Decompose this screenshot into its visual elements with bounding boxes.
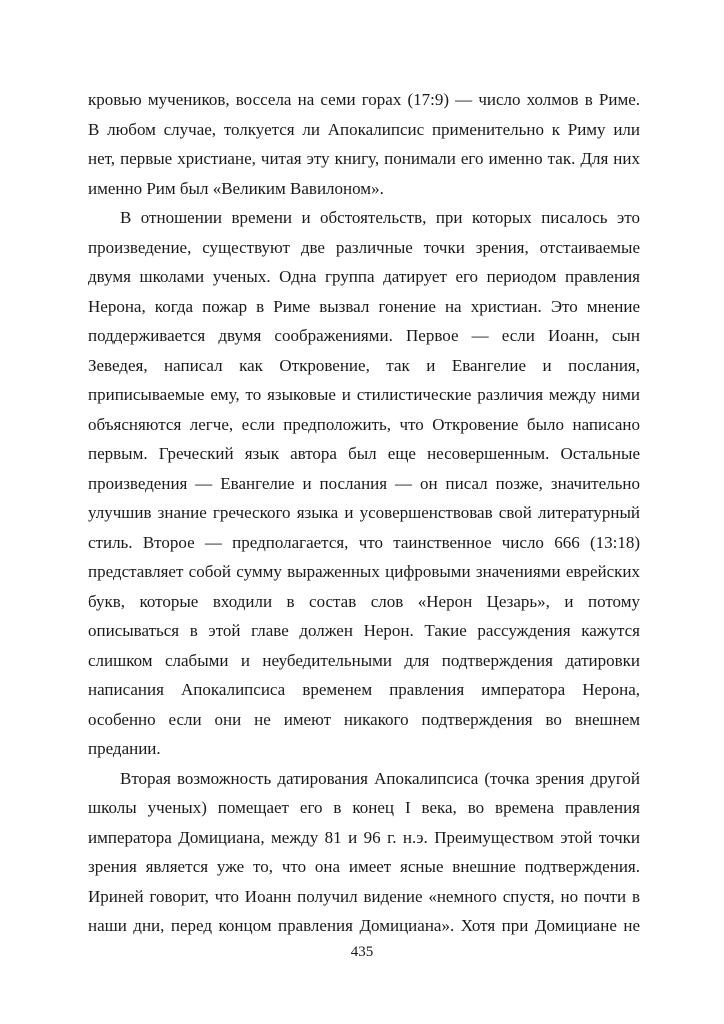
text-line: В отношении времени и обстоятельств, при которых писалось это xyxy=(120,208,640,227)
text-line: объясняются легче, если предположить, что Откровение было написано xyxy=(88,414,640,434)
paragraph xyxy=(88,203,640,764)
paragraph xyxy=(88,764,640,941)
paragraph xyxy=(88,85,640,203)
page-number: 435 xyxy=(350,944,374,960)
text-line: стиль. Второе — предполагается, что таинственное число 666 (13:18) xyxy=(88,532,640,552)
text-line: описываться в этой главе должен Нерон. Такие рассуждения кажутся xyxy=(88,621,640,640)
text-line: Зеведея, написал как Откровение, так и Евангелие и послания, xyxy=(88,355,640,375)
text-line: Вторая возможность датирования Апокалипсиса (точка зрения другой xyxy=(120,768,640,788)
text-line: улучшив знание греческого языка и усовершенствовав свой литературный xyxy=(88,503,640,522)
text-line: представляет собой сумму выраженных цифровыми значениями еврейских xyxy=(88,562,640,581)
text-line: букв, которые входили в состав слов «Нерон Цезарь», и потому xyxy=(88,591,640,611)
text-line: кровью мучеников, воссела на семи горах (17:9) — число холмов в Риме. xyxy=(88,90,640,109)
text-line: Нерона, когда пожар в Риме вызвал гонение на христиан. Это мнение xyxy=(88,296,640,316)
text-line: произведение, существуют две различные точки зрения, отстаиваемые xyxy=(88,237,640,257)
text-line: особенно если они не имеют никакого подтверждения во внешнем xyxy=(88,709,640,729)
text-line: предании. xyxy=(88,739,161,758)
text-line: приписываемые ему, то языковые и стилистические различия между ними xyxy=(88,385,640,404)
text-line: первым. Греческий язык автора был еще несовершенным. Остальные xyxy=(88,444,640,463)
text-line: Ириней говорит, что Иоанн получил видение «немного спустя, но почти в xyxy=(88,886,640,906)
page-body xyxy=(88,85,640,941)
text-line: произведения — Евангелие и послания — он писал позже, значительно xyxy=(88,473,640,493)
text-line: двумя школами ученых. Одна группа датирует его периодом правления xyxy=(88,267,640,286)
text-line: именно Рим был «Великим Вавилоном». xyxy=(88,178,384,198)
text-line: императора Домициана, между 81 и 96 г. н.э. Преимуществом этой точки xyxy=(88,827,640,847)
text-line: нет, первые христиане, читая эту книгу, понимали его именно так. Для них xyxy=(88,149,640,168)
text-line: наши дни, перед концом правления Домициана». Хотя при Домициане не xyxy=(88,916,640,935)
text-line: слишком слабыми и неубедительными для подтверждения датировки xyxy=(88,650,640,670)
text-line: школы ученых) помещает его в конец I века, во времена правления xyxy=(88,798,640,817)
text-line: В любом случае, толкуется ли Апокалипсис применительно к Риму или xyxy=(88,119,640,139)
text-line: поддерживается двумя соображениями. Первое — если Иоанн, сын xyxy=(88,326,640,345)
text-line: зрения является уже то, что она имеет ясные внешние подтверждения. xyxy=(88,857,640,876)
text-line: написания Апокалипсиса временем правления императора Нерона, xyxy=(88,680,640,699)
